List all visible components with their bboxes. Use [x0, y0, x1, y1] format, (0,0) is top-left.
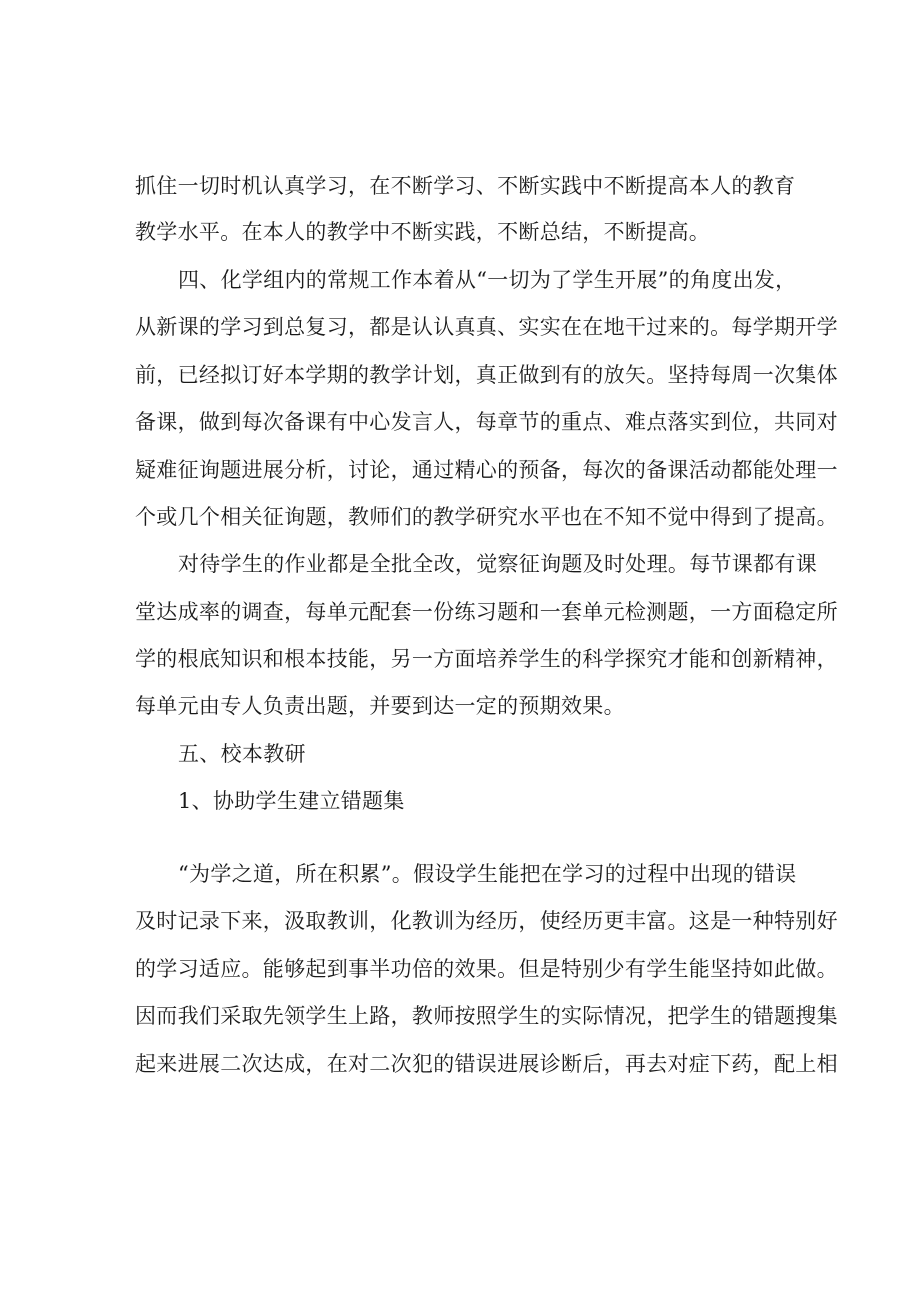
- text-line: 的学习适应。能够起到事半功倍的效果。但是特别少有学生能坚持如此做。: [135, 957, 838, 981]
- section-heading: 五、校本教研: [178, 742, 306, 766]
- text-line: 个或几个相关征询题，教师们的教学研究水平也在不知不觉中得到了提高。: [135, 505, 838, 529]
- text-line: 堂达成率的调查，每单元配套一份练习题和一套单元检测题，一方面稳定所: [135, 600, 838, 624]
- text-line: 教学水平。在本人的教学中不断实践，不断总结，不断提高。: [135, 220, 711, 244]
- text-line: 学的根底知识和根本技能，另一方面培养学生的科学探究才能和创新精神，: [135, 647, 838, 671]
- paragraph-start: “为学之道，所在积累”。假设学生能把在学习的过程中出现的错误: [178, 862, 797, 886]
- text-line: 及时记录下来，汲取教训，化教训为经历，使经历更丰富。这是一种特别好: [135, 909, 838, 933]
- text-line: 因而我们采取先领学生上路，教师按照学生的实际情况，把学生的错题搜集: [135, 1004, 838, 1028]
- paragraph-start: 对待学生的作业都是全批全改，觉察征询题及时处理。每节课都有课: [178, 552, 817, 576]
- subsection-heading: 1、协助学生建立错题集: [178, 789, 405, 813]
- text-line: 前，已经拟订好本学期的教学计划，真正做到有的放矢。坚持每周一次集体: [135, 363, 838, 387]
- text-line: 备课，做到每次备课有中心发言人，每章节的重点、难点落实到位，共同对: [135, 410, 838, 434]
- paragraph-start: 四、化学组内的常规工作本着从“一切为了学生开展”的角度出发，: [178, 268, 797, 292]
- text-line: 每单元由专人负责出题，并要到达一定的预期效果。: [135, 694, 625, 718]
- text-line: 从新课的学习到总复习，都是认认真真、实实在在地干过来的。每学期开学: [135, 315, 838, 339]
- text-line: 疑难征询题进展分析，讨论，通过精心的预备，每次的备课活动都能处理一: [135, 458, 838, 482]
- text-line: 起来进展二次达成，在对二次犯的错误进展诊断后，再去对症下药，配上相: [135, 1052, 838, 1076]
- text-line: 抓住一切时机认真学习，在不断学习、不断实践中不断提高本人的教育: [135, 174, 796, 198]
